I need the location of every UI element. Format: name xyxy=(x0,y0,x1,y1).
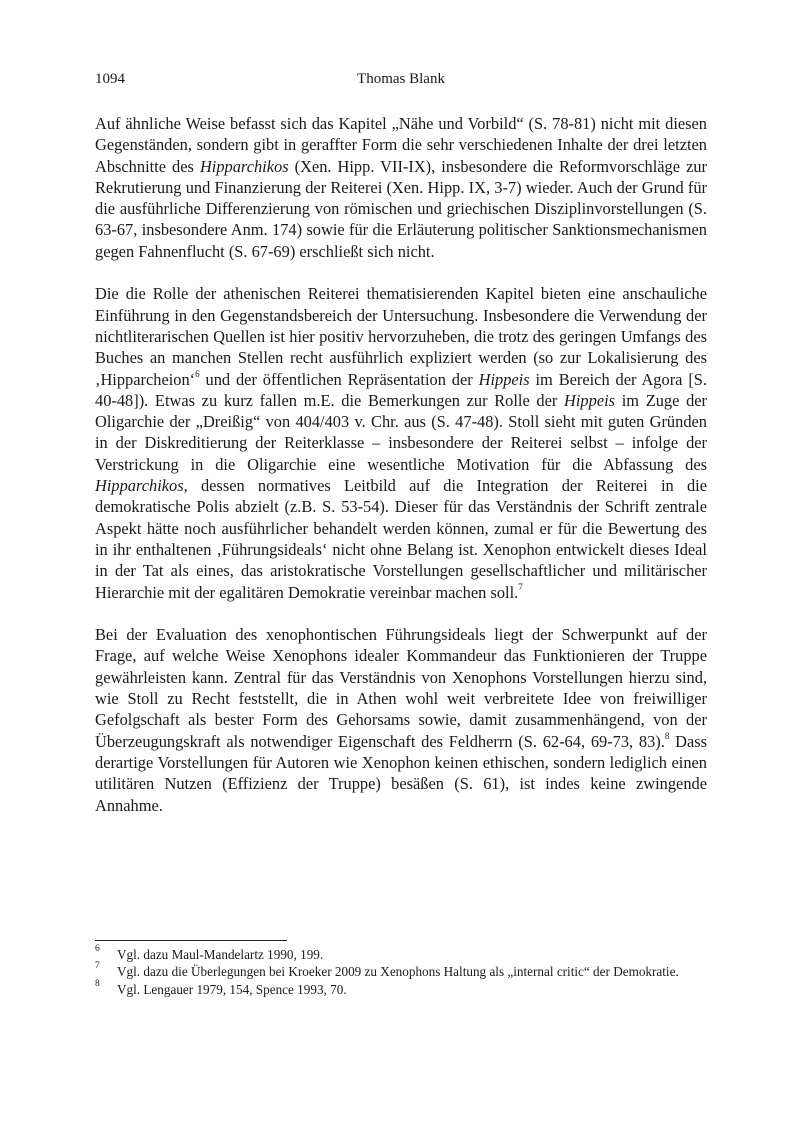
text-run: (Xen. Hipp. VII-IX), insbesondere die Reformvorschläge zur Rekrutierung und Finanzierung der Reiterei (Xen. Hipp. IX, 3-7) wieder. Auch der Grund für die ausführliche Differenzierung von römischen und griechischen Disziplinvorstellungen (S. 63-67, insbesondere Anm. 174) sowie für die Erläuterung politischer Sanktionsmechanismen gegen Fahnenflucht (S. 67-69) erschließt sich nicht. xyxy=(95,156,707,261)
body-paragraph xyxy=(95,624,707,816)
footnote xyxy=(95,978,707,998)
footnote-number: 8 xyxy=(95,978,100,989)
text-run: Dass derartige Vorstellungen für Autoren wie Xenophon keinen ethischen, sondern lediglich einen utilitären Nutzen (Effizienz der Truppe) besäßen (S. 61), ist indes keine zwingende Annahme. xyxy=(95,731,708,815)
text-run: Auf ähnliche Weise befasst sich das Kapitel „Nähe und Vorbild“ (S. 78-81) nicht mit diesen Gegenständen, sondern gibt in geraffter Form die sehr verschiedenen Inhalte der drei letzten Abschnitte des xyxy=(95,114,707,176)
footnote-number: 6 xyxy=(95,944,100,954)
footnote-text: Vgl. dazu die Überlegungen bei Kroeker 2009 zu Xenophons Haltung als „internal critic“ der Demokratie. xyxy=(117,964,679,980)
text-run: Bei der Evaluation des xenophontischen Führungsideals liegt der Schwerpunkt auf der Frage, auf welche Weise Xenophons idealer Kommandeur das Funktionieren der Truppe gewährleisten kann. Zentral für das Verständnis von Xenophons Vorstellungen hierzu sind, wie Stoll zu Recht feststellt, die in Athen wohl weit verbreitete Idee von freiwilliger Gefolgschaft als bester Form des Gehorsams sowie, damit zusammenhängend, von der Überzeugungskraft als notwendiger Eigenschaft des Feldherrn (S. 62-64, 69-73, 83). xyxy=(95,625,707,751)
page-header xyxy=(95,71,707,91)
italic-term: Hippeis xyxy=(564,390,616,410)
footnote-text: Vgl. Lengauer 1979, 154, Spence 1993, 70. xyxy=(117,981,347,997)
footnote-text: Vgl. dazu Maul-Mandelartz 1990, 199. xyxy=(117,947,324,962)
page-number: 1094 xyxy=(95,71,125,87)
text-run: im Zuge der Oligarchie der „Dreißig“ von 404/403 v. Chr. aus (S. 47-48). Stoll sieht mit guten Gründen in der Diskreditierung der Reiterklasse – insbesondere der Reiterei selbst – infolge der Verstrickung in die Oligarchie eine wesentliche Motivation für die Abfassung des xyxy=(95,390,707,474)
footnote-marker: 8 xyxy=(664,731,670,742)
text-run: und der öffentlichen Repräsentation der xyxy=(199,369,479,389)
footnote-marker: 6 xyxy=(195,369,200,380)
footnote-marker: 7 xyxy=(518,582,523,593)
italic-term: Hipparchikos xyxy=(95,476,184,496)
text-run: Die die Rolle der athenischen Reiterei thematisierenden Kapitel bieten eine anschauliche Einführung in den Gegenstandsbereich der Untersuchung. Insbesondere die Verwendung der nichtliterarischen Quellen ist hier positiv hervorzuheben, die trotz des geringen Umfangs des Buches an manchen Stellen recht ausführlich expliziert werden (so zur Lokalisierung des ‚Hipparcheion‘ xyxy=(95,284,707,389)
italic-term: Hippeis xyxy=(478,369,530,389)
body-paragraph xyxy=(95,113,707,262)
running-head: Thomas Blank xyxy=(357,71,445,87)
body-text xyxy=(95,113,707,816)
footnote-divider xyxy=(95,940,287,941)
text-run: im Bereich der Agora [S. 40-48]). Etwas zu kurz fallen m.E. die Bemerkungen zur Rolle der xyxy=(95,369,707,410)
italic-term: Hipparchikos xyxy=(199,156,289,176)
footnote-number: 7 xyxy=(95,961,100,972)
footnote xyxy=(95,944,707,963)
footnotes xyxy=(95,944,707,999)
body-paragraph xyxy=(95,283,707,602)
footnote xyxy=(95,961,707,980)
text-run: , dessen normatives Leitbild auf die Integration der Reiterei in die demokratische Polis abzielt (z.B. S. 53-54). Dieser für das Verständnis der Schrift zentrale Aspekt hätte noch ausführlicher behandelt werden können, zumal er für die Bewertung des in ihr enthaltenen ‚Führungsideals‘ nicht ohne Belang ist. Xenophon entwickelt dieses Ideal in der Tat als eines, das aristokratische Vorstellungen gesellschaftlicher und militärischer Hierarchie mit der egalitären Demokratie vereinbar machen soll. xyxy=(95,476,707,602)
